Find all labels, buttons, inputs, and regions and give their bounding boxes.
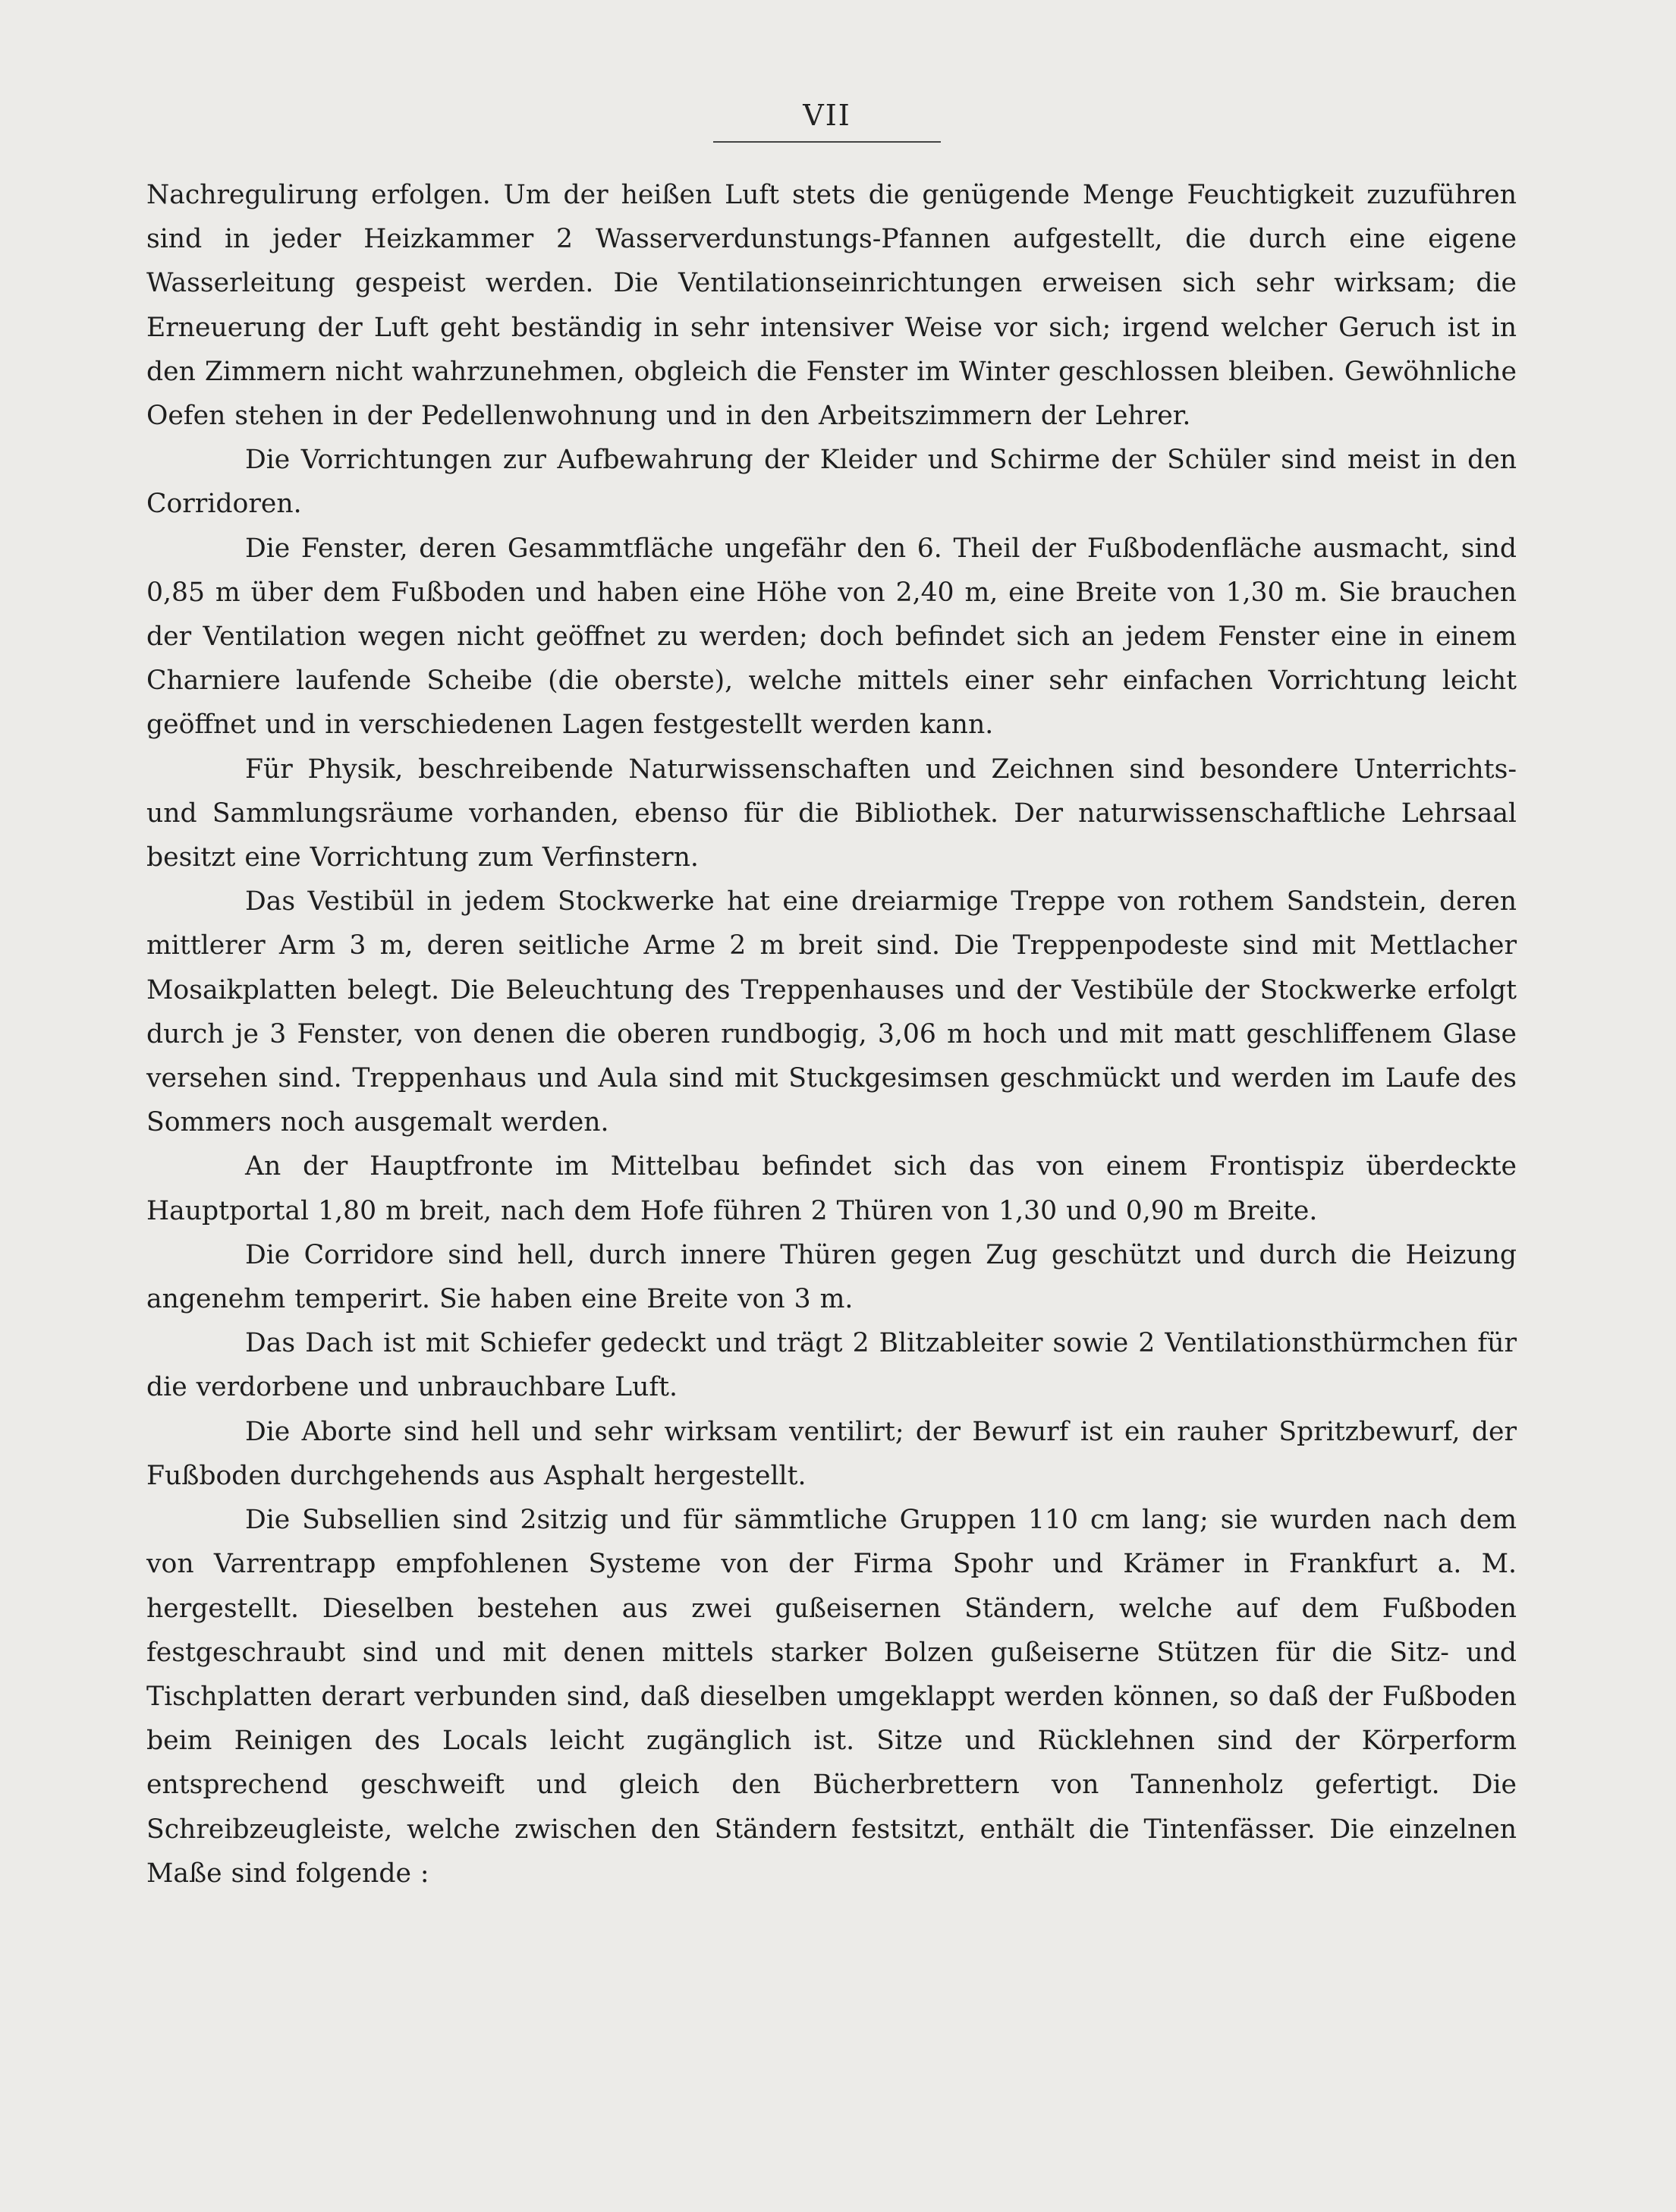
paragraph-benches: Die Subsellien sind 2sitzig und für sämmtliche Gruppen 110 cm lang; sie wurden nach dem von Varrentrapp empfohlenen Systeme von der Firma Spohr und Krämer in Frankfurt a. M. hergestellt. Dieselben bestehen aus zwei gußeisernen Ständern, welche auf dem Fußboden festgeschraubt sind und mit denen mittels starker Bolzen gußeiserne Stützen für die Sitz- und Tischplatten derart verbunden sind, daß dieselben umgeklappt werden können, so daß der Fußboden beim Reinigen des Locals leicht zugänglich ist. Sitze und Rücklehnen sind der Körperform entsprechend geschweift und gleich den Bücherbrettern von Tannenholz gefertigt. Die Schreibzeugleiste, welche zwischen den Ständern festsitzt, enthält die Tintenfässer. Die einzelnen Maße sind folgende :: [146, 1505, 1517, 1889]
paragraph-wardrobe: Die Vorrichtungen zur Aufbewahrung der Kleider und Schirme der Schüler sind meist in den Corridoren.: [146, 445, 1517, 520]
paragraph-toilets: Die Aborte sind hell und sehr wirksam ventilirt; der Bewurf ist ein rauher Spritzbewurf, der Fußboden durchgehends aus Asphalt hergestellt.: [146, 1416, 1517, 1491]
paragraph-main-portal: An der Hauptfronte im Mittelbau befindet sich das von einem Frontispiz überdeckte Hauptportal 1,80 m breit, nach dem Hofe führen 2 Thüren von 1,30 und 0,90 m Breite.: [146, 1151, 1517, 1226]
paragraph-windows: Die Fenster, deren Gesammtfläche ungefähr den 6. Theil der Fußbodenfläche ausmacht, sind 0,85 m über dem Fußboden und haben eine Höhe von 2,40 m, eine Breite von 1,30 m. Sie brauchen der Ventilation wegen nicht geöffnet zu werden; doch befindet sich an jedem Fenster eine in einem Charniere laufende Scheibe (die oberste), welche mittels einer sehr einfachen Vorrichtung leicht geöffnet und in verschiedenen Lagen festgestellt werden kann.: [146, 533, 1517, 741]
paragraph-vestibule: Das Vestibül in jedem Stockwerke hat eine dreiarmige Treppe von rothem Sandstein, deren mittlerer Arm 3 m, deren seitliche Arme 2 m breit sind. Die Treppenpodeste sind mit Mettlacher Mosaikplatten belegt. Die Beleuchtung des Treppenhauses und der Vestibüle der Stockwerke erfolgt durch je 3 Fenster, von denen die oberen rundbogig, 3,06 m hoch und mit matt geschliffenem Glase versehen sind. Treppenhaus und Aula sind mit Stuckgesimsen geschmückt und werden im Laufe des Sommers noch ausgemalt werden.: [146, 886, 1517, 1138]
paragraph-roof: Das Dach ist mit Schiefer gedeckt und trägt 2 Blitzableiter sowie 2 Ventilationsthürmchen für die verdorbene und unbrauchbare Luft.: [146, 1328, 1517, 1403]
page-number: VII: [803, 99, 851, 132]
paragraph-special-rooms: Für Physik, beschreibende Naturwissenschaften und Zeichnen sind besondere Unterrichts- und Sammlungsräume vorhanden, ebenso für die Bibliothek. Der naturwissenschaftliche Lehrsaal besitzt eine Vorrichtung zum Verfinstern.: [146, 754, 1517, 873]
paragraph-ventilation: Nachregulirung erfolgen. Um der heißen Luft stets die genügende Menge Feuchtigkeit zuzuführen sind in jeder Heizkammer 2 Wasserverdunstungs-Pfannen aufgestellt, die durch eine eigene Wasserleitung gespeist werden. Die Ventilationseinrichtungen erweisen sich sehr wirksam; die Erneuerung der Luft geht beständig in sehr intensiver Weise vor sich; irgend welcher Geruch ist in den Zimmern nicht wahrzunehmen, obgleich die Fenster im Winter geschlossen bleiben. Gewöhnliche Oefen stehen in der Pedellenwohnung und in den Arbeitszimmern der Lehrer.: [146, 180, 1517, 432]
paragraph-corridors: Die Corridore sind hell, durch innere Thüren gegen Zug geschützt und durch die Heizung angenehm temperirt. Sie haben eine Breite von 3 m.: [146, 1239, 1517, 1315]
header-rule: [713, 141, 941, 143]
body-text: [146, 173, 1517, 1896]
